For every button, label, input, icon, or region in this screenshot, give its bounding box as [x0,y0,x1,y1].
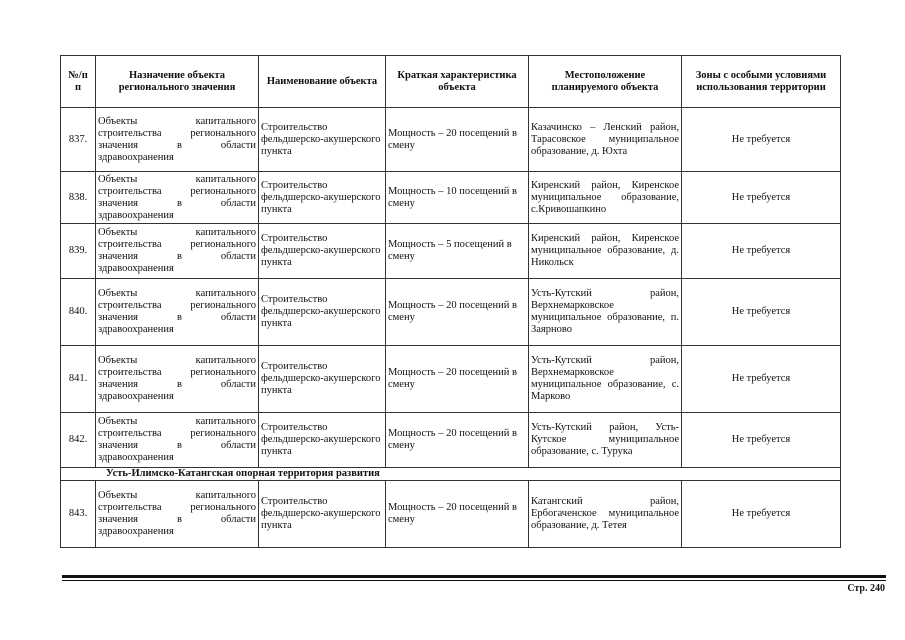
cell-purpose: Объекты капитального строительства регионального значения в области здравоохранения [96,413,259,468]
cell-characteristic: Мощность – 20 посещений в смену [386,346,529,413]
cell-purpose: Объекты капитального строительства регионального значения в области здравоохранения [96,224,259,279]
cell-purpose: Объекты капитального строительства регионального значения в области здравоохранения [96,279,259,346]
cell-zones: Не требуется [682,224,841,279]
section-title: Усть-Илимско-Катангская опорная территория развития [61,468,841,481]
cell-name: Строительство фельдшерско-акушерского пункта [259,346,386,413]
cell-name: Строительство фельдшерско-акушерского пункта [259,481,386,548]
table-row [61,279,841,346]
footer-rule-thin [62,580,886,581]
cell-purpose: Объекты капитального строительства регионального значения в области здравоохранения [96,481,259,548]
cell-purpose: Объекты капитального строительства регионального значения в области здравоохранения [96,172,259,224]
cell-characteristic: Мощность – 20 посещений в смену [386,481,529,548]
cell-characteristic: Мощность – 20 посещений в смену [386,279,529,346]
cell-zones: Не требуется [682,279,841,346]
cell-location: Усть-Кутский район, Верхнемарковское муниципальное образование, п. Заярново [529,279,682,346]
header-zones: Зоны с особыми условиями использования территории [682,56,841,108]
cell-num: 843. [61,481,96,548]
table-row [61,224,841,279]
cell-location: Киренский район, Киренское муниципальное образование, с.Кривошапкино [529,172,682,224]
cell-characteristic: Мощность – 20 посещений в смену [386,108,529,172]
cell-characteristic: Мощность – 5 посещений в смену [386,224,529,279]
cell-num: 839. [61,224,96,279]
footer-rule-thick [62,575,886,578]
cell-num: 838. [61,172,96,224]
header-location: Местоположение планируемого объекта [529,56,682,108]
table-row [61,413,841,468]
cell-zones: Не требуется [682,481,841,548]
table-row [61,481,841,548]
cell-location: Киренский район, Киренское муниципальное образование, д. Никольск [529,224,682,279]
cell-zones: Не требуется [682,413,841,468]
table-row [61,108,841,172]
header-num: №/п п [61,56,96,108]
table-row [61,172,841,224]
table-row [61,346,841,413]
cell-name: Строительство фельдшерско-акушерского пункта [259,279,386,346]
cell-name: Строительство фельдшерско-акушерского пункта [259,224,386,279]
cell-location: Усть-Кутский район, Усть-Кутское муниципальное образование, с. Турука [529,413,682,468]
cell-name: Строительство фельдшерско-акушерского пункта [259,108,386,172]
header-name: Наименование объекта [259,56,386,108]
section-header-row [61,468,841,481]
cell-zones: Не требуется [682,346,841,413]
header-characteristic: Краткая характеристика объекта [386,56,529,108]
cell-num: 837. [61,108,96,172]
cell-num: 841. [61,346,96,413]
objects-table [60,55,841,548]
page-number: Стр. 240 [847,583,885,594]
cell-characteristic: Мощность – 20 посещений в смену [386,413,529,468]
cell-location: Катангский район, Ербогаченское муниципальное образование, д. Тетея [529,481,682,548]
cell-num: 842. [61,413,96,468]
cell-characteristic: Мощность – 10 посещений в смену [386,172,529,224]
cell-num: 840. [61,279,96,346]
table-header-row [61,56,841,108]
cell-zones: Не требуется [682,108,841,172]
cell-location: Казачинско – Ленский район, Тарасовское муниципальное образование, д. Юхта [529,108,682,172]
cell-location: Усть-Кутский район, Верхнемарковское муниципальное образование, с. Марково [529,346,682,413]
cell-zones: Не требуется [682,172,841,224]
cell-purpose: Объекты капитального строительства регионального значения в области здравоохранения [96,346,259,413]
cell-name: Строительство фельдшерско-акушерского пункта [259,172,386,224]
header-purpose: Назначение объекта регионального значения [96,56,259,108]
cell-name: Строительство фельдшерско-акушерского пункта [259,413,386,468]
cell-purpose: Объекты капитального строительства регионального значения в области здравоохранения [96,108,259,172]
